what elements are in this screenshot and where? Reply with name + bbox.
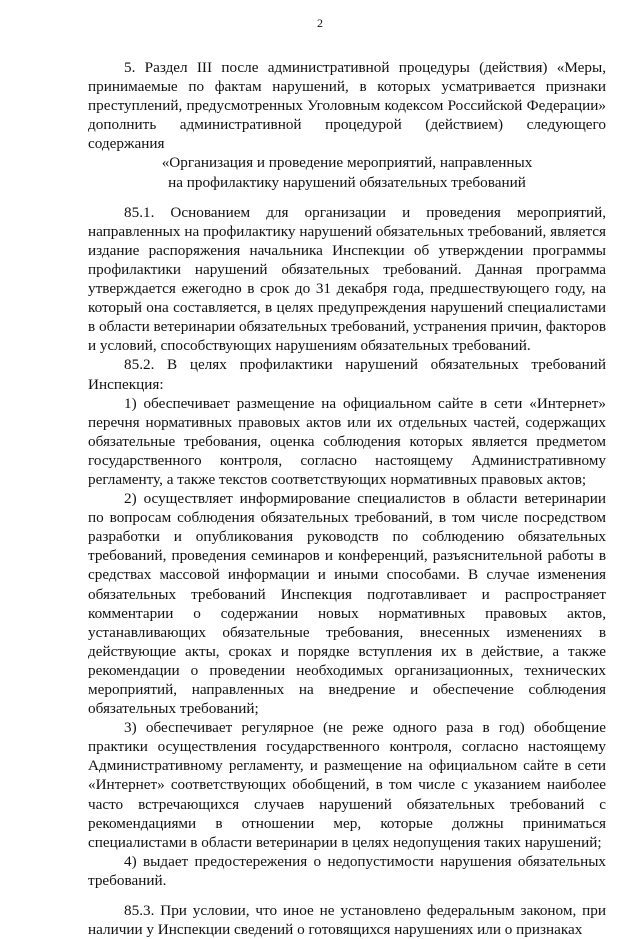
list-item-4: 4) выдает предостережения о недопустимости нарушения обязательных требований. — [88, 852, 606, 889]
list-item-3: 3) обеспечивает регулярное (не реже одного раза в год) обобщение практики осуществления государственного контроля, согласно настоящему Административному регламенту, и размещение на официальном сайте в сети «Интернет» соответствующих обобщений, в том числе с указанием наиболее часто встречающихся случаев нарушений обязательных требований с рекомендациями в отношении мер, которые должны приниматься специалистами в области ветеринарии в целях недопущения таких нарушений; — [88, 719, 606, 851]
list-item-1: 1) обеспечивает размещение на официальном сайте в сети «Интернет» перечня нормативных правовых актов или их отдельных частей, содержащих обязательные требования, оценка соблюдения которых является предметом государственного контроля, согласно настоящему Административному регламенту, а также текстов соответствующих нормативных правовых актов; — [88, 394, 606, 488]
paragraph-85-3: 85.3. При условии, что иное не установлено федеральным законом, при наличии у Инспекции сведений о готовящихся нарушениях или о признаках — [88, 902, 606, 939]
section-title-line-2: на профилактику нарушений обязательных требований — [168, 173, 526, 191]
paragraph-85-1: 85.1. Основанием для организации и проведения мероприятий, направленных на профилактику нарушений обязательных требований, является издание распоряжения начальника Инспекции об утверждении программы профилактики нарушений обязательных требований. Данная программа утверждается ежегодно в срок до 31 декабря года, предшествующего году, на который она составляется, в целях предупреждения нарушений специалистами в области ветеринарии обязательных требований, устранения причин, факторов и условий, способствующих нарушениям обязательных требований. — [88, 203, 606, 355]
page-number: 2 — [317, 16, 323, 30]
paragraph-85-2: 85.2. В целях профилактики нарушений обязательных требований Инспекция: — [88, 356, 606, 393]
amendment-paragraph: 5. Раздел III после административной процедуры (действия) «Меры, принимаемые по фактам нарушений, в которых усматривается признаки преступлений, предусмотренных Уголовным кодексом Российской Федерации» дополнить административной процедурой (действием) следующего содержания — [88, 59, 606, 153]
document-body — [88, 58, 606, 939]
list-item-2: 2) осуществляет информирование специалистов в области ветеринарии по вопросам соблюдения обязательных требований, в том числе посредством разработки и опубликования руководств по соблюдению обязательных требований, проведения семинаров и конференций, разъяснительной работы в средствах массовой информации и иными способами. В случае изменения обязательных требований Инспекция подготавливает и распространяет комментарии о содержании новых нормативных правовых актов, устанавливающих обязательные требования, внесенных изменениях в действующие акты, сроках и порядке вступления их в действие, а также рекомендации о проведении необходимых организационных, технических мероприятий, направленных на внедрение и обеспечение соблюдения обязательных требований; — [88, 490, 606, 718]
section-title-line-1: «Организация и проведение мероприятий, направленных — [161, 154, 533, 172]
